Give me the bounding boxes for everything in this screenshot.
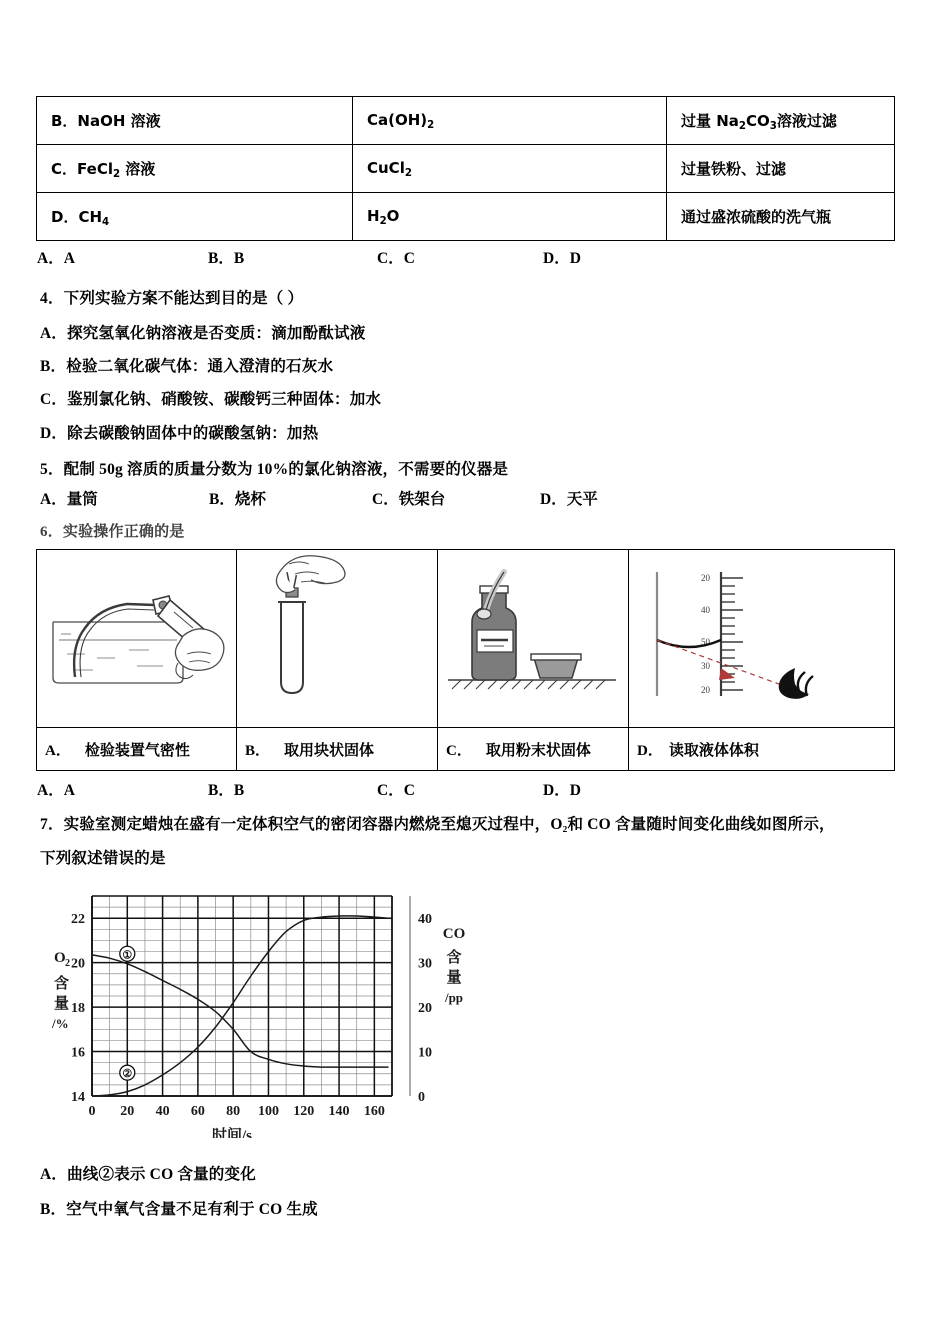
- q3-option-a[interactable]: A．A: [37, 250, 75, 267]
- svg-text:80: 80: [226, 1104, 241, 1119]
- reagent-bottle-powder-icon: [438, 550, 628, 727]
- svg-text:120: 120: [293, 1104, 315, 1119]
- q6-option-c[interactable]: C．C: [377, 782, 415, 799]
- svg-text:量: 量: [54, 996, 70, 1012]
- q3-option-d[interactable]: D．D: [543, 250, 581, 267]
- table-row: [37, 97, 895, 145]
- svg-text:含: 含: [54, 976, 70, 992]
- substance-purification-table: [36, 96, 895, 241]
- q6-options-row: [0, 778, 950, 800]
- figure-cell-b: [237, 550, 438, 728]
- svg-text:30: 30: [701, 661, 710, 671]
- svg-text:0: 0: [88, 1104, 96, 1119]
- q4-stem: 4．下列实验方案不能达到目的是（ ）: [40, 290, 304, 307]
- caption-row: [37, 728, 895, 771]
- q3-option-b[interactable]: B．B: [208, 250, 245, 267]
- figure-caption-c: [438, 728, 629, 771]
- svg-text:30: 30: [418, 956, 432, 972]
- svg-text:20: 20: [701, 685, 710, 695]
- cell-impurity-d: $H_2O$: [353, 193, 667, 241]
- gas-tightness-test-icon: [37, 550, 236, 727]
- table-row: [37, 145, 895, 193]
- svg-text:20: 20: [418, 1001, 432, 1017]
- q7-option-a[interactable]: A．曲线②表示 CO 含量的变化: [40, 1166, 256, 1183]
- q6-option-b[interactable]: B．B: [208, 782, 245, 799]
- svg-text:160: 160: [363, 1104, 385, 1119]
- svg-text:140: 140: [328, 1104, 350, 1119]
- svg-text:含: 含: [446, 950, 462, 966]
- q7-option-b[interactable]: B．空气中氧气含量不足有利于 CO 生成: [40, 1201, 318, 1218]
- svg-text:22: 22: [71, 912, 85, 928]
- test-tube-solid-block-icon: [237, 550, 437, 727]
- caption-text-d: 读取液体体积: [668, 742, 759, 759]
- svg-text:①: ①: [122, 949, 133, 962]
- svg-text:100: 100: [257, 1104, 279, 1119]
- caption-letter-d: D．: [637, 742, 663, 759]
- svg-text:/pp: /pp: [444, 990, 464, 1005]
- svg-text:40: 40: [701, 605, 710, 615]
- cell-method-d: 通过盛浓硫酸的洗气瓶: [667, 193, 895, 241]
- q6-figure-table: [36, 549, 895, 771]
- figure-caption-a: [37, 728, 237, 771]
- svg-text:CO: CO: [442, 926, 466, 942]
- q6-option-d[interactable]: D．D: [543, 782, 581, 799]
- figure-cell-d: [629, 550, 895, 728]
- q3-option-c[interactable]: C．C: [377, 250, 415, 267]
- q5-option-c[interactable]: C．铁架台: [372, 491, 446, 508]
- svg-text:②: ②: [122, 1068, 133, 1081]
- figure-row: [37, 550, 895, 728]
- q5-stem: 5．配制 50g 溶质的质量分数为 10%的氯化钠溶液，不需要的仪器是: [40, 461, 509, 478]
- svg-text:2: 2: [65, 958, 70, 969]
- svg-text:/%: /%: [52, 1016, 69, 1031]
- q5-option-b[interactable]: B．烧杯: [209, 491, 266, 508]
- caption-letter-b: B．: [245, 742, 271, 759]
- q6-option-a[interactable]: A．A: [37, 782, 75, 799]
- svg-text:时间/s: 时间/s: [211, 1128, 253, 1138]
- caption-text-a: 检验装置气密性: [84, 742, 190, 759]
- svg-text:10: 10: [418, 1045, 432, 1061]
- cell-method-b: 过量 $Na_2CO_3$溶液过滤: [667, 97, 895, 145]
- caption-letter-a: A．: [45, 742, 71, 759]
- cell-method-c: 过量铁粉、过滤: [667, 145, 895, 193]
- cell-option-d: D．$CH_4$: [37, 193, 353, 241]
- svg-text:20: 20: [701, 573, 710, 583]
- q7-stem-line1: 7．实验室测定蜡烛在盛有一定体积空气的密闭容器内燃烧至熄灭过程中，O₂和 CO 含量随时间变化曲线如图所示，: [40, 816, 835, 833]
- svg-text:量: 量: [446, 970, 462, 986]
- q4-option-d[interactable]: D．除去碳酸钠固体中的碳酸氢钠：加热: [40, 425, 319, 442]
- caption-text-b: 取用块状固体: [284, 742, 375, 759]
- q5-options-row: [0, 487, 950, 509]
- figure-cell-c: [438, 550, 629, 728]
- q5-option-a[interactable]: A．量筒: [40, 491, 98, 508]
- q4-option-c[interactable]: C．鉴别氯化钠、硝酸铵、碳酸钙三种固体：加水: [40, 391, 382, 408]
- svg-text:0: 0: [418, 1090, 425, 1105]
- q4-option-a[interactable]: A．探究氢氧化钠溶液是否变质：滴加酚酞试液: [40, 325, 366, 342]
- q4-option-b[interactable]: B．检验二氧化碳气体：通入澄清的石灰水: [40, 358, 334, 375]
- q6-stem: 6．实验操作正确的是: [40, 524, 185, 540]
- svg-text:20: 20: [71, 956, 85, 972]
- cell-impurity-b: $Ca(OH)_2$: [353, 97, 667, 145]
- svg-text:16: 16: [71, 1045, 85, 1061]
- svg-text:40: 40: [155, 1104, 170, 1119]
- cell-option-b: B．NaOH 溶液: [37, 97, 353, 145]
- q3-options-row: [0, 246, 950, 268]
- measuring-cylinder-reading-icon: [629, 550, 894, 727]
- svg-text:50: 50: [701, 637, 710, 647]
- svg-text:14: 14: [71, 1090, 85, 1105]
- svg-text:60: 60: [190, 1104, 205, 1119]
- q7-chart: [40, 878, 540, 1138]
- svg-text:O: O: [54, 950, 66, 966]
- caption-letter-c: C．: [446, 742, 472, 759]
- figure-caption-b: [237, 728, 438, 771]
- svg-text:18: 18: [71, 1001, 85, 1017]
- caption-text-c: 取用粉末状固体: [485, 742, 591, 759]
- q7-stem-line2: 下列叙述错误的是: [40, 850, 166, 867]
- cell-option-c: C．FeCl$_2$ 溶液: [37, 145, 353, 193]
- svg-text:40: 40: [418, 912, 432, 928]
- figure-caption-d: [629, 728, 895, 771]
- q5-option-d[interactable]: D．天平: [540, 491, 598, 508]
- cell-impurity-c: CuCl$_2$: [353, 145, 667, 193]
- table-row: [37, 193, 895, 241]
- svg-text:20: 20: [120, 1104, 135, 1119]
- figure-cell-a: [37, 550, 237, 728]
